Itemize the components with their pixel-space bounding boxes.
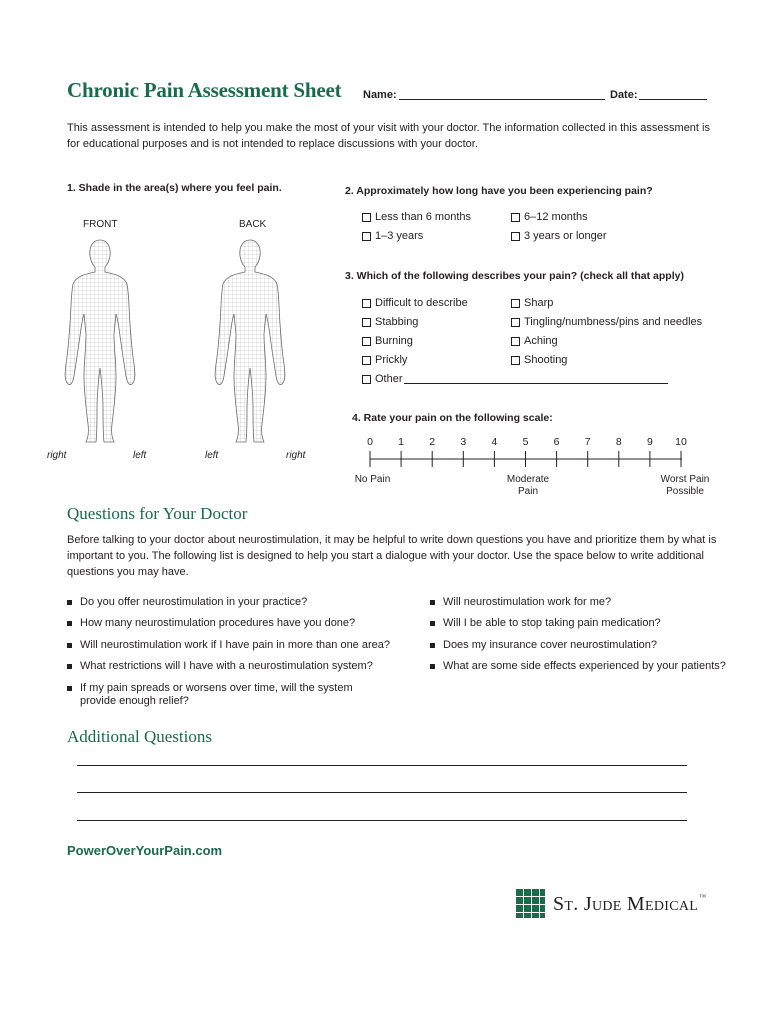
q2-heading: 2. Approximately how long have you been experiencing pain? <box>345 185 653 197</box>
st-jude-logo-icon <box>516 889 546 919</box>
checkbox[interactable] <box>511 356 520 365</box>
scale-number: 9 <box>646 436 653 448</box>
q2-option[interactable] <box>362 230 423 242</box>
front-figure[interactable] <box>65 240 135 442</box>
bullet-icon <box>67 686 72 691</box>
date-label: Date: <box>610 89 638 101</box>
back-left-label: left <box>205 450 219 461</box>
checkbox[interactable] <box>362 375 371 384</box>
scale-number: 3 <box>460 436 467 448</box>
question-text: What are some side effects experienced by your patients? <box>443 660 726 672</box>
scale-number: 0 <box>367 436 373 448</box>
bullet-icon <box>430 621 435 626</box>
question-text: How many neurostimulation procedures have you done? <box>80 617 356 629</box>
question-item <box>67 596 397 609</box>
checkbox[interactable] <box>511 318 520 327</box>
question-text: What restrictions will I have with a neurostimulation system? <box>80 660 373 672</box>
question-item <box>67 639 412 652</box>
checkbox[interactable] <box>362 356 371 365</box>
scale-number: 4 <box>491 436 498 448</box>
bullet-icon <box>430 664 435 669</box>
checkbox[interactable] <box>511 232 520 241</box>
q4-heading: 4. Rate your pain on the following scale: <box>352 412 553 424</box>
q1-heading: 1. Shade in the area(s) where you feel pain. <box>67 182 282 194</box>
scale-low-label: No Pain <box>354 474 391 485</box>
option-label: 3 years or longer <box>524 230 607 242</box>
checkbox[interactable] <box>362 318 371 327</box>
option-label: 1–3 years <box>375 230 424 242</box>
question-item <box>67 660 397 673</box>
question-text: Will neurostimulation work for me? <box>443 596 612 608</box>
scale-high-label <box>655 474 715 498</box>
q3-option[interactable] <box>362 316 418 328</box>
name-label: Name: <box>363 89 397 101</box>
pain-scale[interactable] <box>360 450 690 470</box>
scale-number: 6 <box>553 436 560 448</box>
scale-mid-label <box>500 474 556 498</box>
q3-option[interactable] <box>511 297 553 309</box>
answer-line[interactable] <box>77 765 687 766</box>
option-label: Sharp <box>524 297 554 309</box>
st-jude-logo-text <box>553 893 706 916</box>
name-field[interactable] <box>399 99 605 100</box>
checkbox[interactable] <box>511 213 520 222</box>
scale-mid-line-1: Moderate <box>506 474 550 485</box>
option-label: Stabbing <box>375 316 419 328</box>
checkbox[interactable] <box>362 299 371 308</box>
question-text: Will neurostimulation work if I have pain in more than one area? <box>80 639 390 651</box>
q3-option-other[interactable] <box>362 373 403 385</box>
trademark-symbol: ™ <box>699 893 707 901</box>
other-field[interactable] <box>404 383 668 384</box>
question-text: Do you offer neurostimulation in your practice? <box>80 596 308 608</box>
checkbox[interactable] <box>362 337 371 346</box>
bullet-icon <box>67 643 72 648</box>
scale-high-line-2: Possible <box>666 486 704 497</box>
q3-option[interactable] <box>511 316 702 328</box>
bullet-icon <box>67 600 72 605</box>
bullet-icon <box>67 664 72 669</box>
website-link[interactable]: PowerOverYourPain.com <box>67 843 223 858</box>
option-label: Tingling/numbness/pins and needles <box>524 316 703 328</box>
q3-option[interactable] <box>362 297 468 309</box>
scale-number: 8 <box>615 436 622 448</box>
checkbox[interactable] <box>362 232 371 241</box>
front-right-label: right <box>47 450 67 461</box>
back-figure[interactable] <box>215 240 285 442</box>
option-label: Prickly <box>375 354 408 366</box>
option-label: Less than 6 months <box>375 211 472 223</box>
scale-number: 5 <box>522 436 529 448</box>
checkbox[interactable] <box>511 337 520 346</box>
scale-number: 1 <box>398 436 405 448</box>
date-field[interactable] <box>639 99 707 100</box>
question-text: Will I be able to stop taking pain medication? <box>443 617 661 629</box>
option-label: 6–12 months <box>524 211 588 223</box>
q2-option[interactable] <box>362 211 471 223</box>
q2-option[interactable] <box>511 230 607 242</box>
answer-line[interactable] <box>77 792 687 793</box>
scale-number: 7 <box>584 436 591 448</box>
additional-title: Additional Questions <box>67 727 212 746</box>
q3-option[interactable] <box>362 335 413 347</box>
page-title: Chronic Pain Assessment Sheet <box>67 78 342 102</box>
intro-text: This assessment is intended to help you make the most of your visit with your doctor. The information collected in this assessment is for educational purposes and is not intended to replace discussions with your doctor. <box>67 122 710 150</box>
body-diagram[interactable] <box>40 238 330 448</box>
option-label: Aching <box>524 335 558 347</box>
option-label: Shooting <box>524 354 568 366</box>
question-item <box>430 660 730 673</box>
question-item <box>430 639 730 652</box>
front-left-label: left <box>133 450 147 461</box>
q2-option[interactable] <box>511 211 588 223</box>
answer-line[interactable] <box>77 820 687 821</box>
questions-title: Questions for Your Doctor <box>67 504 248 523</box>
option-label: Other <box>375 373 403 385</box>
checkbox[interactable] <box>362 213 371 222</box>
scale-number: 2 <box>429 436 436 448</box>
question-item <box>430 617 730 630</box>
bullet-icon <box>430 600 435 605</box>
checkbox[interactable] <box>511 299 520 308</box>
question-text: Does my insurance cover neurostimulation? <box>443 639 657 651</box>
q3-option[interactable] <box>511 335 558 347</box>
question-item <box>67 617 397 630</box>
option-label: Difficult to describe <box>375 297 468 309</box>
back-label: BACK <box>239 219 267 230</box>
questions-paragraph: Before talking to your doctor about neurostimulation, it may be helpful to write down questions you have and prioritize them by what is important to you. The following list is designed to help you start a dialogue with your doctor. Use the space below to write additional questions you may have. <box>67 534 717 578</box>
bullet-icon <box>67 621 72 626</box>
scale-mid-line-2: Pain <box>517 486 538 497</box>
scale-number: 10 <box>675 436 687 448</box>
question-item <box>67 682 367 708</box>
q3-option[interactable] <box>362 354 407 366</box>
q3-option[interactable] <box>511 354 567 366</box>
option-label: Burning <box>375 335 413 347</box>
question-text: If my pain spreads or worsens over time, will the system provide enough relief? <box>80 682 353 707</box>
question-item <box>430 596 730 609</box>
back-right-label: right <box>286 450 306 461</box>
front-label: FRONT <box>83 219 118 230</box>
bullet-icon <box>430 643 435 648</box>
q3-heading: 3. Which of the following describes your pain? (check all that apply) <box>345 270 684 282</box>
scale-high-line-1: Worst Pain <box>660 474 710 485</box>
logo-wordmark: St. Jude Medical <box>553 893 699 915</box>
